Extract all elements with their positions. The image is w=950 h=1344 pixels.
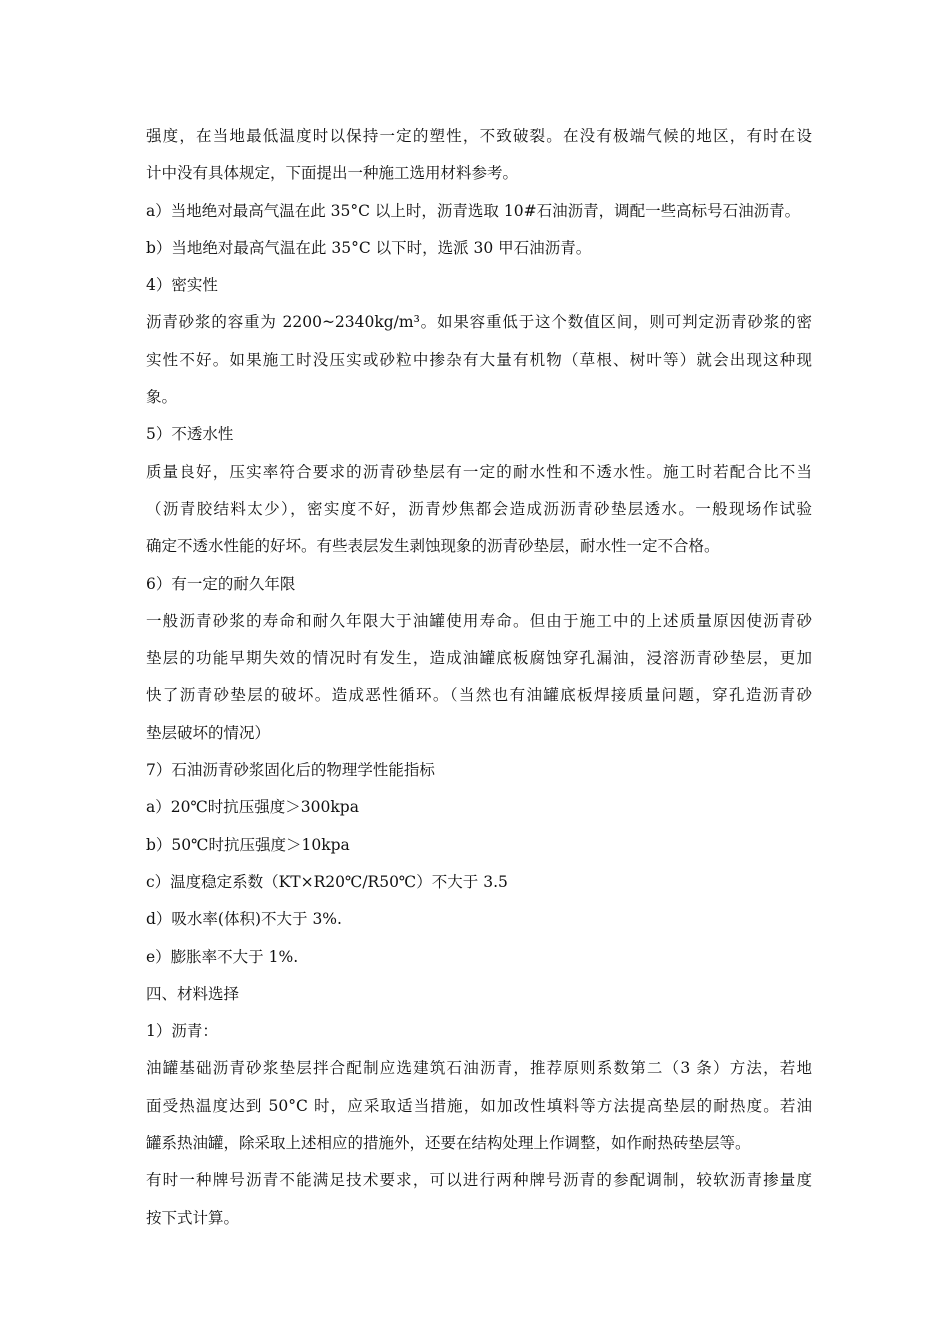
text-line: e）膨胀率不大于 1%. <box>146 947 299 966</box>
text-line: 计中没有具体规定，下面提出一种施工选用材料参考。 <box>146 164 519 183</box>
text-line: 罐系热油罐，除采取上述相应的措施外，还要在结构处理上作调整，如作耐热砖垫层等。 <box>146 1134 751 1153</box>
text-line: 一般沥青砂浆的寿命和耐久年限大于油罐使用寿命。但由于施工中的上述质量原因使沥青砂 <box>146 611 812 630</box>
text-line: a）当地绝对最高气温在此 35°C 以上时，沥青选取 10#石油沥青，调配一些高标号石油沥青。 <box>146 201 801 220</box>
text-line: 7）石油沥青砂浆固化后的物理学性能指标 <box>146 761 435 780</box>
text-line: 按下式计算。 <box>146 1208 240 1227</box>
document-body <box>146 118 812 1237</box>
text-line: 5）不透水性 <box>146 425 234 444</box>
text-line: 实性不好。如果施工时没压实或砂粒中掺杂有大量有机物（草根、树叶等）就会出现这种现 <box>146 350 812 369</box>
text-line: （沥青胶结料太少），密实度不好，沥青炒焦都会造成沥沥青砂垫层透水。一般现场作试验 <box>146 499 812 518</box>
text-line: 垫层破坏的情况） <box>146 723 271 742</box>
text-line: 快了沥青砂垫层的破坏。造成恶性循环。（当然也有油罐底板焊接质量问题，穿孔造沥青砂 <box>146 686 812 705</box>
text-line: b）当地绝对最高气温在此 35°C 以下时，选派 30 甲石油沥青。 <box>146 238 592 257</box>
text-line: 垫层的功能早期失效的情况时有发生，造成油罐底板腐蚀穿孔漏油，浸溶沥青砂垫层，更加 <box>146 649 812 668</box>
text-line: d）吸水率(体积)不大于 3%. <box>146 910 342 929</box>
text-line: 4）密实性 <box>146 276 218 295</box>
text-line: 质量良好，压实率符合要求的沥青砂垫层有一定的耐水性和不透水性。施工时若配合比不当 <box>146 462 812 481</box>
text-line: c）温度稳定系数（KT×R20℃/R50℃）不大于 3.5 <box>146 872 508 891</box>
text-line: a）20℃时抗压强度＞300kpa <box>146 798 359 817</box>
text-line: 有时一种牌号沥青不能满足技术要求，可以进行两种牌号沥青的参配调制，较软沥青掺量度 <box>146 1171 812 1190</box>
text-line: 6）有一定的耐久年限 <box>146 574 296 593</box>
text-line: b）50℃时抗压强度＞10kpa <box>146 835 350 854</box>
text-line: 面受热温度达到 50°C 时，应采取适当措施，如加改性填料等方法提高垫层的耐热度。若油 <box>146 1096 812 1115</box>
text-line: 四、材料选择 <box>146 984 240 1003</box>
text-line: 沥青砂浆的容重为 2200~2340kg/m³。如果容重低于这个数值区间，则可判定沥青砂浆的密 <box>146 313 812 332</box>
text-line: 油罐基础沥青砂浆垫层拌合配制应选建筑石油沥青，推荐原则系数第二（3 条）方法，若地 <box>146 1059 812 1078</box>
text-line: 象。 <box>146 388 178 407</box>
text-line: 1）沥青： <box>146 1022 218 1041</box>
text-line: 确定不透水性能的好坏。有些表层发生剥蚀现象的沥青砂垫层，耐水性一定不合格。 <box>146 537 720 556</box>
text-line: 强度，在当地最低温度时以保持一定的塑性，不致破裂。在没有极端气候的地区，有时在设 <box>146 127 812 145</box>
